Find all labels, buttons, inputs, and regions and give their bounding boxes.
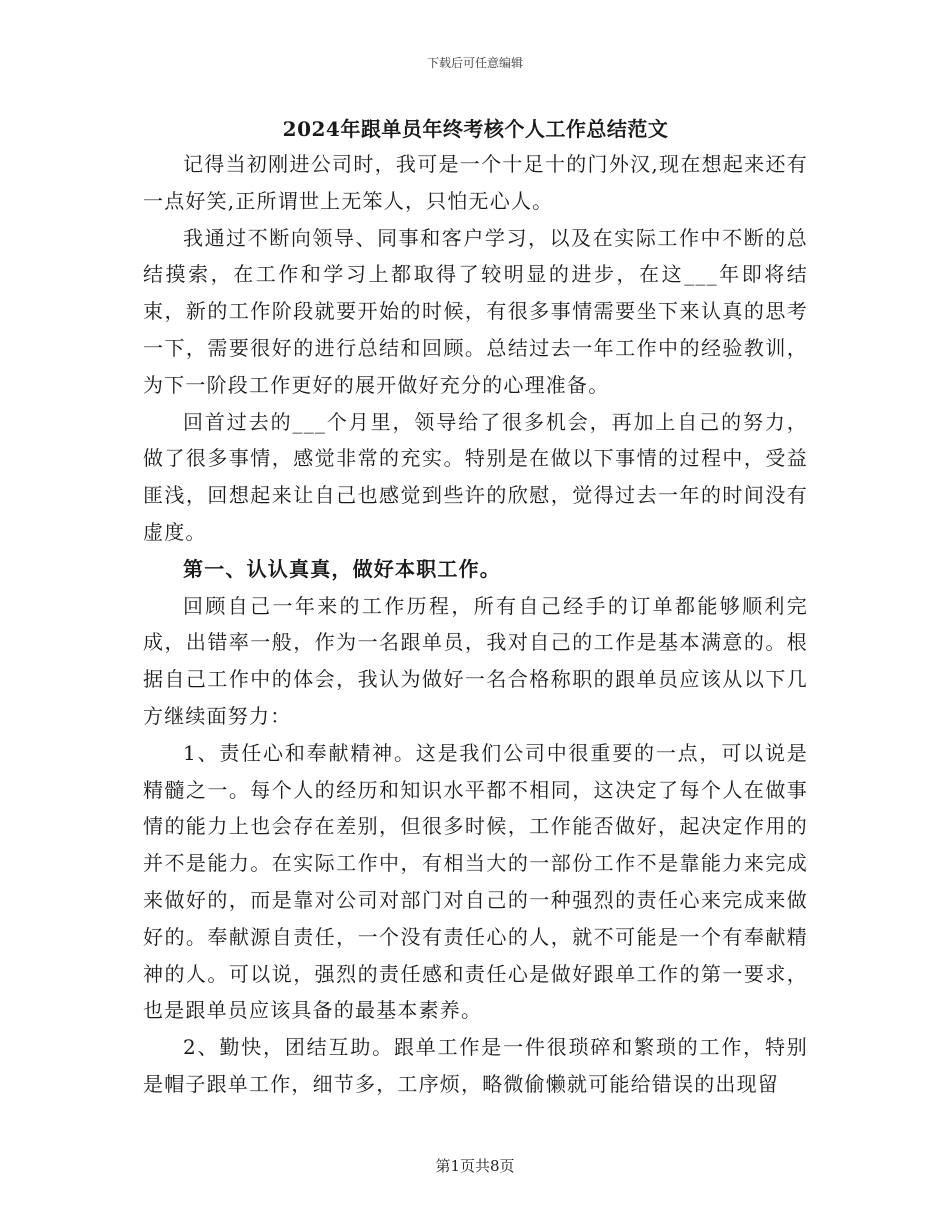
paragraph-review: 回首过去的___个月里，领导给了很多机会，再加上自己的努力，做了很多事情，感觉非常的充实。特别是在做以下事情的过程中，受益匪浅，回想起来让自己也感觉到些许的欣慰，觉得过去一年的时间没有虚度。 xyxy=(143,409,808,544)
page-number: 第1页共8页 xyxy=(435,1157,515,1175)
section-heading-first: 第一、认认真真，做好本职工作。 xyxy=(183,556,501,581)
paragraph-point-2: 2、勤快，团结互助。跟单工作是一件很琐碎和繁琐的工作，特别是帽子跟单工作，细节多，工序烦，略微偷懒就可能给错误的出现留 xyxy=(143,1035,808,1096)
document-body xyxy=(143,112,808,1103)
header-note: 下载后可任意编辑 xyxy=(426,56,523,70)
paragraph-intro: 记得当初刚进公司时，我可是一个十足十的门外汉,现在想起来还有一点好笑,正所谓世上无笨人，只怕无心人。 xyxy=(143,152,808,213)
paragraph-point-1: 1、责任心和奉献精神。这是我们公司中很重要的一点，可以说是精髓之一。每个人的经历和知识水平都不相同，这决定了每个人在做事情的能力上也会存在差别，但很多时候，工作能否做好，起决定作用的并不是能力。在实际工作中，有相当大的一部份工作不是靠能力来完成来做好的，而是靠对公司对部门对自己的一种强烈的责任心来完成来做好的。奉献源自责任，一个没有责任心的人，就不可能是一个有奉献精神的人。可以说，强烈的责任感和责任心是做好跟单工作的第一要求，也是跟单员应该具备的最基本素养。 xyxy=(143,740,808,1023)
document-title: 2024年跟单员年终考核个人工作总结范文 xyxy=(282,117,669,141)
paragraph-work-history: 回顾自己一年来的工作历程，所有自己经手的订单都能够顺利完成，出错率一般，作为一名跟单员，我对自己的工作是基本满意的。根据自己工作中的体会，我认为做好一名合格称职的跟单员应该从以下几方继续面努力： xyxy=(143,593,808,728)
paragraph-learning: 我通过不断向领导、同事和客户学习，以及在实际工作中不断的总结摸索，在工作和学习上都取得了较明显的进步，在这___年即将结束，新的工作阶段就要开始的时候，有很多事情需要坐下来认真的思考一下，需要很好的进行总结和回顾。总结过去一年工作中的经验教训，为下一阶段工作更好的展开做好充分的心理准备。 xyxy=(143,225,808,397)
